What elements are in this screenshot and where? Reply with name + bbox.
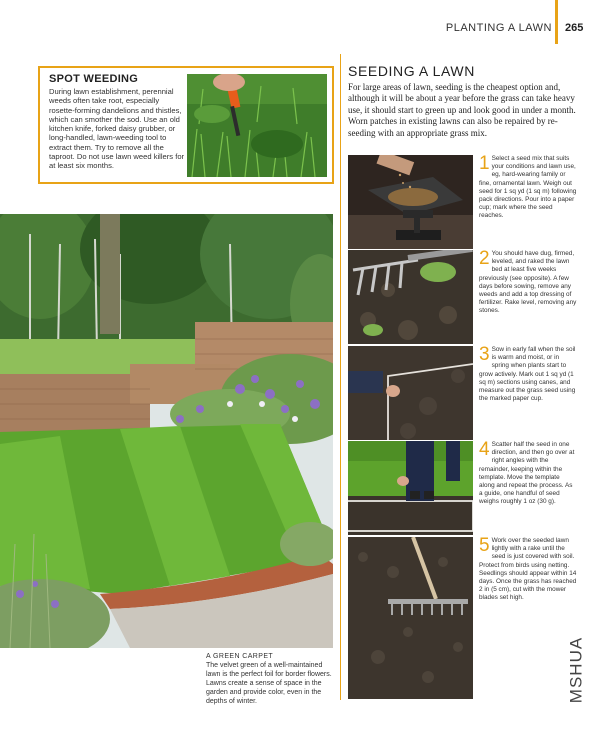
page-number: 265 [565, 22, 584, 34]
step-3-photo [348, 346, 473, 440]
garden-lawn-photo [0, 214, 333, 648]
step-1-photo [348, 155, 473, 249]
step-5-description: Work over the seeded lawn lightly with a rake until the seed is just covered with soil. Protect from birds using netting. Seedlings should appear within 14 days. Once the grass has reached 2 in (5 cm), cut with the mower blades set high. [479, 537, 577, 602]
header-divider [555, 0, 558, 44]
seeding-intro: For large areas of lawn, seeding is the cheapest option and, although it will be about a year before the grass can take heavy use, it should start to green up and look good in under a month. Worn patches in existing lawns can also be repaired by re-seeding with an appropriate grass mix. [348, 82, 576, 138]
step-1-number: 1 [479, 153, 490, 174]
step-3-number: 3 [479, 344, 490, 365]
step-2-number: 2 [479, 248, 490, 269]
weeding-photo [187, 74, 327, 177]
seeding-title: SEEDING A LAWN [348, 63, 475, 79]
spot-weeding-title: SPOT WEEDING [49, 73, 139, 85]
step-2-photo [348, 250, 473, 344]
step-5-photo [348, 537, 473, 699]
step-2-text [479, 250, 577, 316]
step-4-number: 4 [479, 439, 490, 460]
watermark-text: MSHUA [566, 636, 586, 704]
caption-title: A GREEN CARPET [206, 653, 274, 660]
photo-caption [206, 652, 334, 706]
spot-weeding-body: During lawn establishment, perennial weeds often take root, especially rosette-forming dandelions and thistles, which can smother the sod. Use an old kitchen knife, forked daisy grubber, or long-handled, lawn-weeding tool to extract them. Try to remove all the taproot. Do not use lawn weed killers for at least six months. [49, 87, 185, 171]
step-4-text [479, 441, 577, 507]
caption-body: The velvet green of a well-maintained lawn is the perfect foil for border flowers. Lawns create a sense of space in the garden and provide color, even in the depths of winter. [206, 662, 332, 705]
section-header: PLANTING A LAWN [445, 22, 552, 34]
step-2-description: You should have dug, firmed, leveled, and raked the lawn bed at least five weeks previously (see opposite). A few days before sowing, remove any weeds and add a top dressing of fertilizer. Rake level, removing any stones. [479, 250, 577, 315]
step-3-text [479, 346, 577, 403]
step-4-description: Scatter half the seed in one direction, and then go over at right angles with the remainder, keeping within the template. Move the template along and repeat the process. As a guide, one handful of seed weighs roughly 1 oz (30 g). [479, 441, 575, 506]
step-5-number: 5 [479, 535, 490, 556]
spot-weeding-box [38, 66, 334, 184]
step-1-text [479, 155, 577, 221]
watermark [562, 630, 592, 710]
step-3-description: Sow in early fall when the soil is warm and moist, or in spring when plants start to grow actively. Mark out 1 sq yd (1 sq m) sections using canes, and measure out the grass seed using the marked paper cup. [479, 346, 576, 403]
step-4-photo [348, 441, 473, 535]
step-1-description: Select a seed mix that suits your conditions and lawn use, eg, hard-wearing family or fine, ornamental lawn. Weigh out seed for 1 sq yd (1 sq m) following pack directions. Pour into a paper cup; mark where the seed reaches. [479, 155, 577, 220]
step-5-text [479, 537, 577, 603]
column-divider [340, 54, 341, 700]
